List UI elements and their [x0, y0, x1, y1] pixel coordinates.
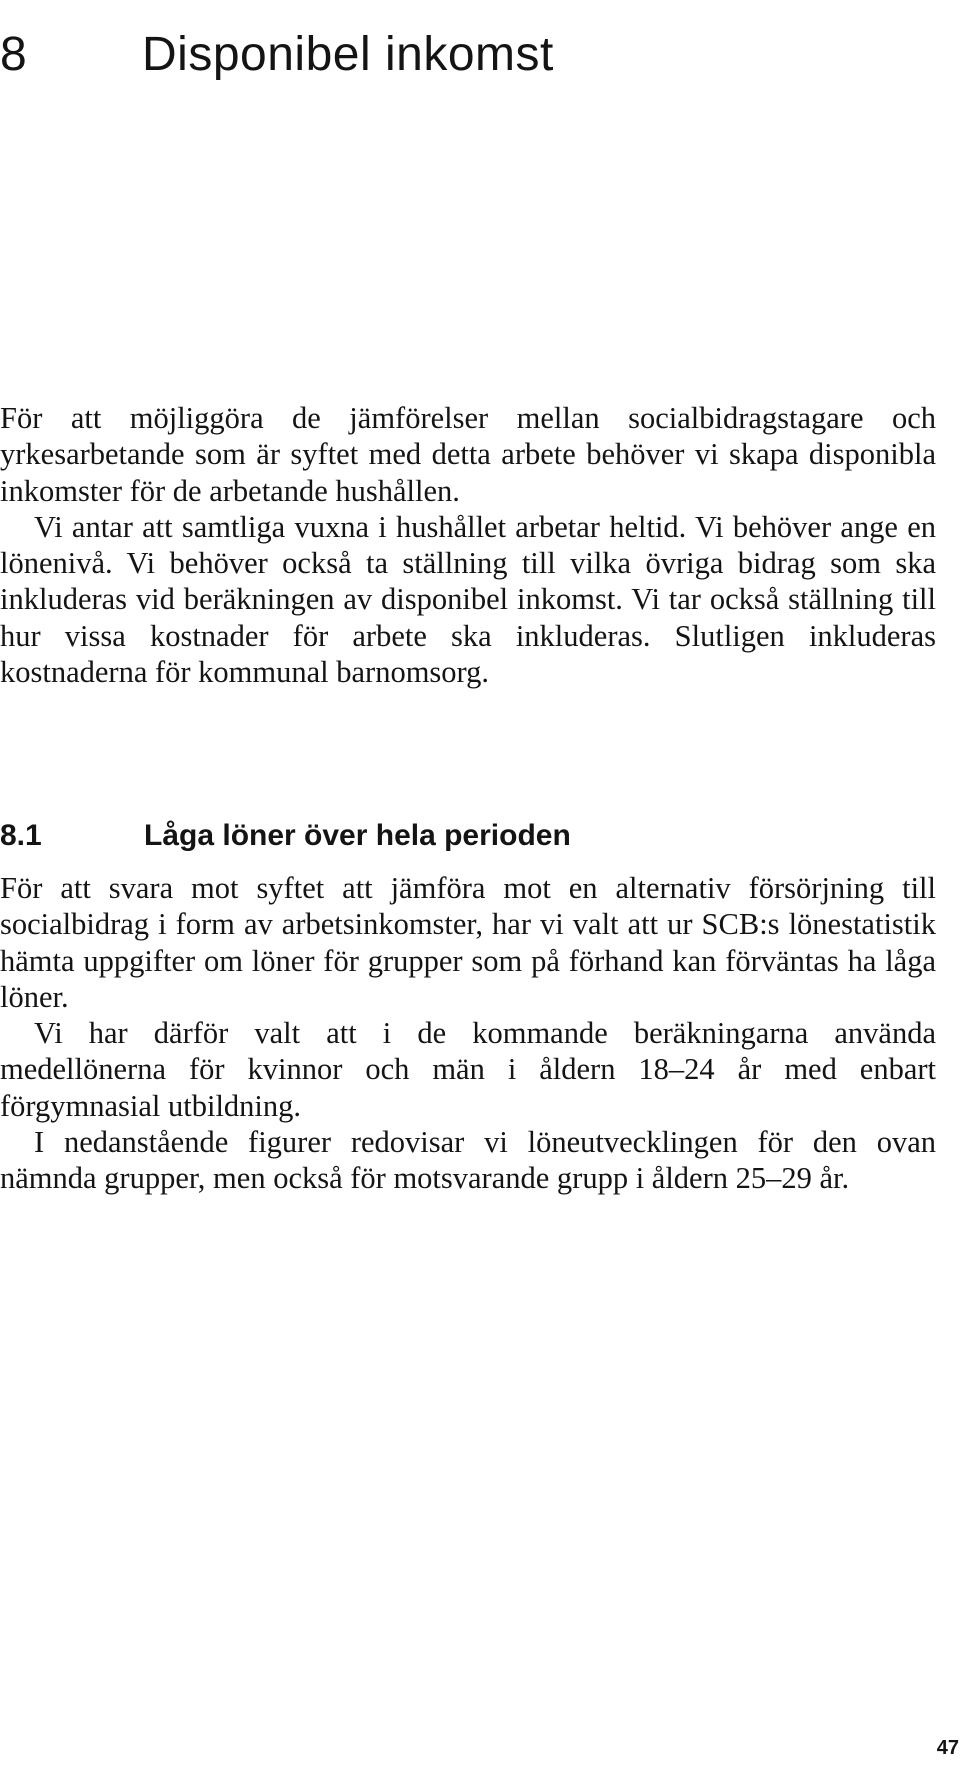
section-number: 8.1 [0, 818, 42, 852]
section-text [0, 870, 936, 1197]
chapter-title: Disponibel inkomst [142, 28, 554, 82]
section-paragraph-2: Vi har därför valt att i de kommande beräkningarna använda medellönerna för kvinnor och män i åldern 18–24 år med enbart förgymnasial utbildning. [0, 1016, 936, 1123]
section-title: Låga löner över hela perioden [144, 818, 571, 852]
section-paragraph-3: I nedanstående figurer redovisar vi löneutvecklingen för den ovan nämnda grupper, men också för motsvarande grupp i åldern 25–29 år. [0, 1125, 936, 1196]
page-number: 47 [936, 1737, 959, 1759]
intro-text [0, 400, 936, 690]
section-paragraph-1: För att svara mot syftet att jämföra mot en alternativ försörjning till socialbidrag i form av arbetsinkomster, har vi valt att ur SCB:s lönestatistik hämta uppgifter om löner för grupper som på förhand kan förväntas ha låga löner. [0, 871, 936, 1014]
intro-paragraph-2: Vi antar att samtliga vuxna i hushållet arbetar heltid. Vi behöver ange en lönenivå. Vi behöver också ta ställning till vilka övriga bidrag som ska inkluderas vid beräkningen av disponibel inkomst. Vi tar också ställning till hur vissa kostnader för arbete ska inkluderas. Slutligen inkluderas kostnaderna för kommunal barnomsorg. [0, 509, 936, 690]
section-heading [0, 816, 571, 856]
chapter-heading [0, 20, 554, 90]
chapter-number: 8 [0, 28, 28, 82]
intro-paragraph-1: För att möjliggöra de jämförelser mellan socialbidragstagare och yrkesarbetande som är syftet med detta arbete behöver vi skapa disponibla inkomster för de arbetande hushållen. [0, 401, 936, 508]
